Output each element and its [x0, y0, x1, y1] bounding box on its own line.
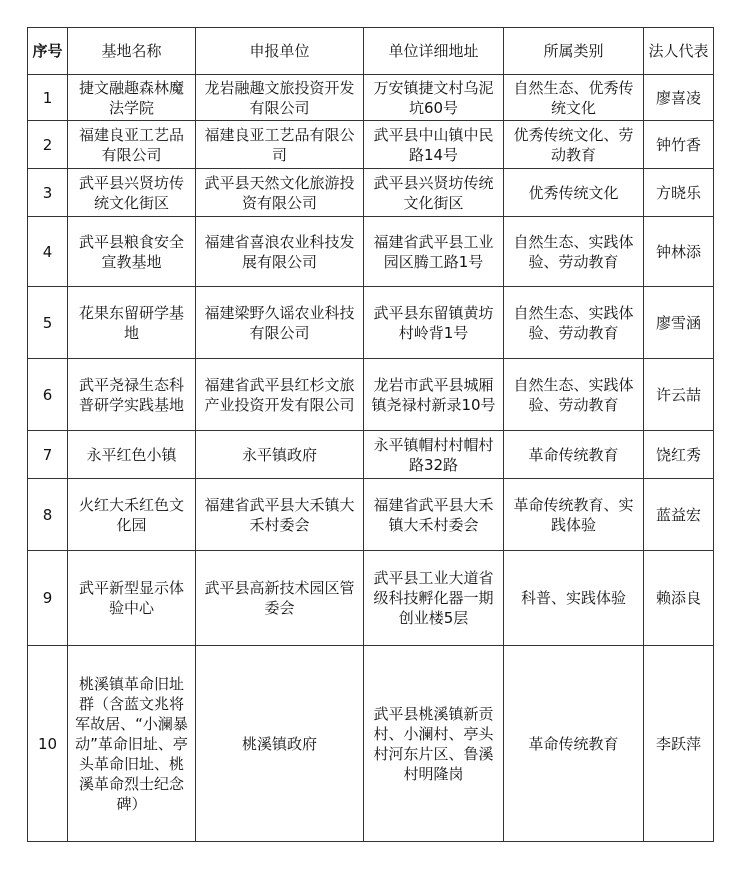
cell-index: 9: [28, 551, 68, 646]
table-header-row: [28, 28, 714, 75]
table-row: [28, 217, 714, 287]
cell-category: 革命传统教育、实践体验: [504, 479, 644, 551]
cell-category: 自然生态、实践体验、劳动教育: [504, 217, 644, 287]
table-row: [28, 169, 714, 217]
cell-base-name: 花果东留研学基地: [68, 287, 196, 359]
cell-category: 优秀传统文化、劳动教育: [504, 121, 644, 169]
cell-legal-rep: 李跃萍: [644, 646, 714, 842]
cell-applicant: 桃溪镇政府: [196, 646, 364, 842]
header-legal-rep: 法人代表: [644, 28, 714, 75]
cell-address: 武平县工业大道省级科技孵化器一期创业楼5层: [364, 551, 504, 646]
cell-category: 自然生态、优秀传统文化: [504, 75, 644, 121]
header-index: 序号: [28, 28, 68, 75]
cell-address: 万安镇捷文村乌泥坑60号: [364, 75, 504, 121]
cell-base-name: 武平县兴贤坊传统文化街区: [68, 169, 196, 217]
cell-category: 革命传统教育: [504, 646, 644, 842]
header-address: 单位详细地址: [364, 28, 504, 75]
table-row: [28, 287, 714, 359]
cell-category: 科普、实践体验: [504, 551, 644, 646]
cell-category: 革命传统教育: [504, 431, 644, 479]
cell-applicant: 福建良亚工艺品有限公司: [196, 121, 364, 169]
header-applicant: 申报单位: [196, 28, 364, 75]
cell-base-name: 武平新型显示体验中心: [68, 551, 196, 646]
cell-legal-rep: 方晓乐: [644, 169, 714, 217]
cell-legal-rep: 蓝益宏: [644, 479, 714, 551]
cell-applicant: 武平县高新技术园区管委会: [196, 551, 364, 646]
cell-address: 武平县东留镇黄坊村岭背1号: [364, 287, 504, 359]
cell-category: 自然生态、实践体验、劳动教育: [504, 287, 644, 359]
cell-base-name: 火红大禾红色文化园: [68, 479, 196, 551]
cell-index: 7: [28, 431, 68, 479]
cell-index: 10: [28, 646, 68, 842]
cell-address: 福建省武平县大禾镇大禾村委会: [364, 479, 504, 551]
table-row: [28, 551, 714, 646]
cell-base-name: 福建良亚工艺品有限公司: [68, 121, 196, 169]
header-category: 所属类别: [504, 28, 644, 75]
cell-base-name: 武平县粮食安全宣教基地: [68, 217, 196, 287]
cell-index: 6: [28, 359, 68, 431]
cell-legal-rep: 钟林添: [644, 217, 714, 287]
cell-address: 福建省武平县工业园区腾工路1号: [364, 217, 504, 287]
header-base-name: 基地名称: [68, 28, 196, 75]
cell-applicant: 福建省武平县红杉文旅产业投资开发有限公司: [196, 359, 364, 431]
table-row: [28, 479, 714, 551]
cell-applicant: 福建梁野久谣农业科技有限公司: [196, 287, 364, 359]
cell-base-name: 捷文融趣森林魔法学院: [68, 75, 196, 121]
cell-base-name: 桃溪镇革命旧址群（含蓝文兆将军故居、“小澜暴动”革命旧址、亭头革命旧址、桃溪革命烈士纪念碑）: [68, 646, 196, 842]
cell-legal-rep: 廖喜凌: [644, 75, 714, 121]
cell-address: 龙岩市武平县城厢镇尧禄村新录10号: [364, 359, 504, 431]
cell-address: 永平镇帽村村帽村路32路: [364, 431, 504, 479]
cell-address: 武平县兴贤坊传统文化街区: [364, 169, 504, 217]
cell-address: 武平县桃溪镇新贡村、小澜村、亭头村河东片区、鲁溪村明隆岗: [364, 646, 504, 842]
table-row: [28, 431, 714, 479]
cell-legal-rep: 赖添良: [644, 551, 714, 646]
cell-applicant: 龙岩融趣文旅投资开发有限公司: [196, 75, 364, 121]
cell-applicant: 永平镇政府: [196, 431, 364, 479]
cell-applicant: 武平县天然文化旅游投资有限公司: [196, 169, 364, 217]
cell-legal-rep: 许云喆: [644, 359, 714, 431]
cell-index: 3: [28, 169, 68, 217]
table-row: [28, 75, 714, 121]
cell-applicant: 福建省武平县大禾镇大禾村委会: [196, 479, 364, 551]
cell-legal-rep: 廖雪涵: [644, 287, 714, 359]
cell-base-name: 永平红色小镇: [68, 431, 196, 479]
cell-index: 2: [28, 121, 68, 169]
base-list-table: [27, 27, 714, 842]
cell-legal-rep: 饶红秀: [644, 431, 714, 479]
cell-address: 武平县中山镇中民路14号: [364, 121, 504, 169]
cell-index: 8: [28, 479, 68, 551]
table-row: [28, 359, 714, 431]
cell-index: 1: [28, 75, 68, 121]
table-row: [28, 646, 714, 842]
cell-base-name: 武平尧禄生态科普研学实践基地: [68, 359, 196, 431]
table-row: [28, 121, 714, 169]
cell-legal-rep: 钟竹香: [644, 121, 714, 169]
cell-category: 自然生态、实践体验、劳动教育: [504, 359, 644, 431]
cell-category: 优秀传统文化: [504, 169, 644, 217]
cell-applicant: 福建省喜浪农业科技发展有限公司: [196, 217, 364, 287]
cell-index: 4: [28, 217, 68, 287]
cell-index: 5: [28, 287, 68, 359]
